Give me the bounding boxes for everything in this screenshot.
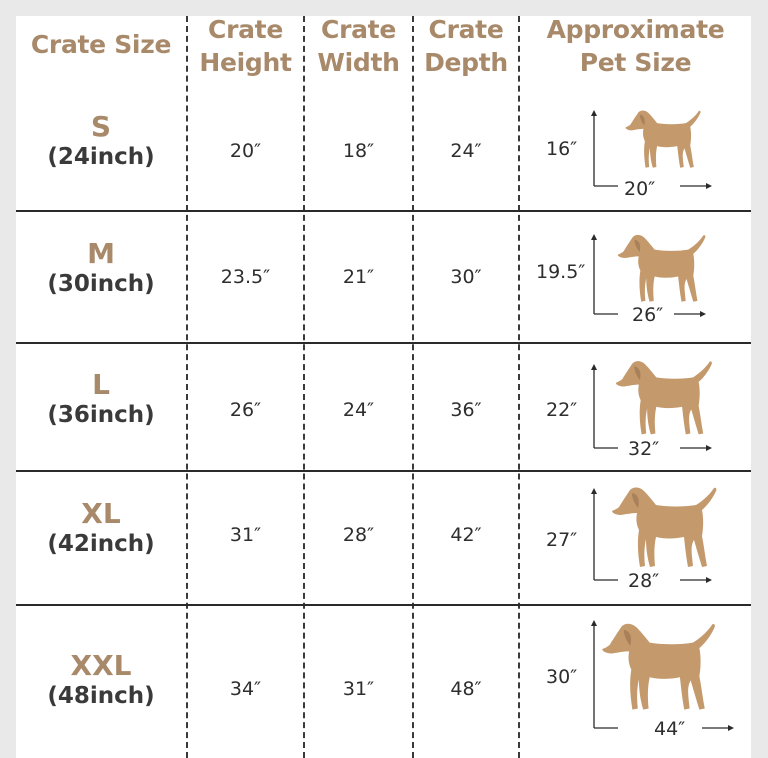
header-pet-size <box>520 13 751 79</box>
pet-length-value: 44″ <box>654 718 686 740</box>
header-crate-height-line2: Height <box>199 48 292 77</box>
pet-length-value: 28″ <box>628 570 660 592</box>
header-crate-width-line2: Width <box>317 48 400 77</box>
pet-size-diagram <box>536 616 746 746</box>
crate-size-chart <box>16 16 751 758</box>
pet-size-diagram <box>536 104 736 204</box>
header-crate-width-line1: Crate <box>321 15 396 44</box>
dimension-arrows-icon <box>536 104 736 204</box>
crate-height-value: 34″ <box>229 678 262 700</box>
table-row-s-size <box>16 111 186 171</box>
crate-height-value: 26″ <box>229 399 262 421</box>
pet-height-value: 16″ <box>546 138 578 160</box>
dimension-arrows-icon <box>536 356 736 466</box>
size-inch: (24inch) <box>47 144 155 170</box>
pet-height-value: 30″ <box>546 666 578 688</box>
header-crate-size <box>16 28 186 61</box>
header-crate-width <box>305 13 412 79</box>
pet-length-value: 20″ <box>624 178 656 200</box>
row-divider <box>16 470 751 472</box>
table-row-xl-size <box>16 498 186 558</box>
pet-size-diagram <box>536 482 736 602</box>
pet-height-value: 19.5″ <box>536 261 586 283</box>
size-inch: (36inch) <box>47 402 155 428</box>
pet-height-value: 22″ <box>546 399 578 421</box>
size-letter: M <box>87 237 115 270</box>
crate-width-value: 24″ <box>342 399 375 421</box>
header-crate-depth-line2: Depth <box>424 48 508 77</box>
size-inch: (48inch) <box>47 683 155 709</box>
crate-width-value: 18″ <box>342 140 375 162</box>
header-pet-size-line2: Pet Size <box>579 48 692 77</box>
size-letter: L <box>92 368 110 401</box>
column-divider <box>186 16 188 758</box>
crate-depth-value: 24″ <box>450 140 482 162</box>
size-letter: XXL <box>70 649 132 682</box>
crate-width-value: 31″ <box>342 678 375 700</box>
crate-width-value: 28″ <box>342 524 375 546</box>
dimension-arrows-icon <box>536 482 736 602</box>
size-inch: (42inch) <box>47 531 155 557</box>
row-divider <box>16 604 751 606</box>
header-crate-depth-line1: Crate <box>428 15 504 44</box>
crate-height-value: 23.5″ <box>220 266 271 288</box>
row-divider <box>16 210 751 212</box>
column-divider <box>412 16 414 758</box>
header-crate-depth <box>414 13 518 79</box>
dimension-arrows-icon <box>536 228 736 338</box>
crate-depth-value: 36″ <box>450 399 482 421</box>
table-row-m-size <box>16 238 186 298</box>
pet-size-diagram <box>536 228 736 338</box>
crate-height-value: 31″ <box>229 524 262 546</box>
crate-depth-value: 30″ <box>450 266 482 288</box>
pet-size-diagram <box>536 356 736 466</box>
pet-length-value: 26″ <box>632 304 664 326</box>
crate-depth-value: 42″ <box>450 524 482 546</box>
column-divider <box>303 16 305 758</box>
row-divider <box>16 342 751 344</box>
size-inch: (30inch) <box>47 271 155 297</box>
table-row-xxl-size <box>16 650 186 710</box>
column-divider <box>518 16 520 758</box>
crate-width-value: 21″ <box>342 266 375 288</box>
crate-depth-value: 48″ <box>450 678 482 700</box>
header-crate-height <box>188 13 303 79</box>
header-crate-size-text: Crate Size <box>30 30 172 59</box>
header-pet-size-line1: Approximate <box>546 15 725 44</box>
size-letter: S <box>90 110 112 143</box>
dimension-arrows-icon <box>536 616 746 746</box>
pet-height-value: 27″ <box>546 529 578 551</box>
pet-length-value: 32″ <box>628 438 660 460</box>
table-row-l-size <box>16 369 186 429</box>
size-letter: XL <box>81 497 121 530</box>
crate-height-value: 20″ <box>229 140 262 162</box>
header-crate-height-line1: Crate <box>208 15 283 44</box>
